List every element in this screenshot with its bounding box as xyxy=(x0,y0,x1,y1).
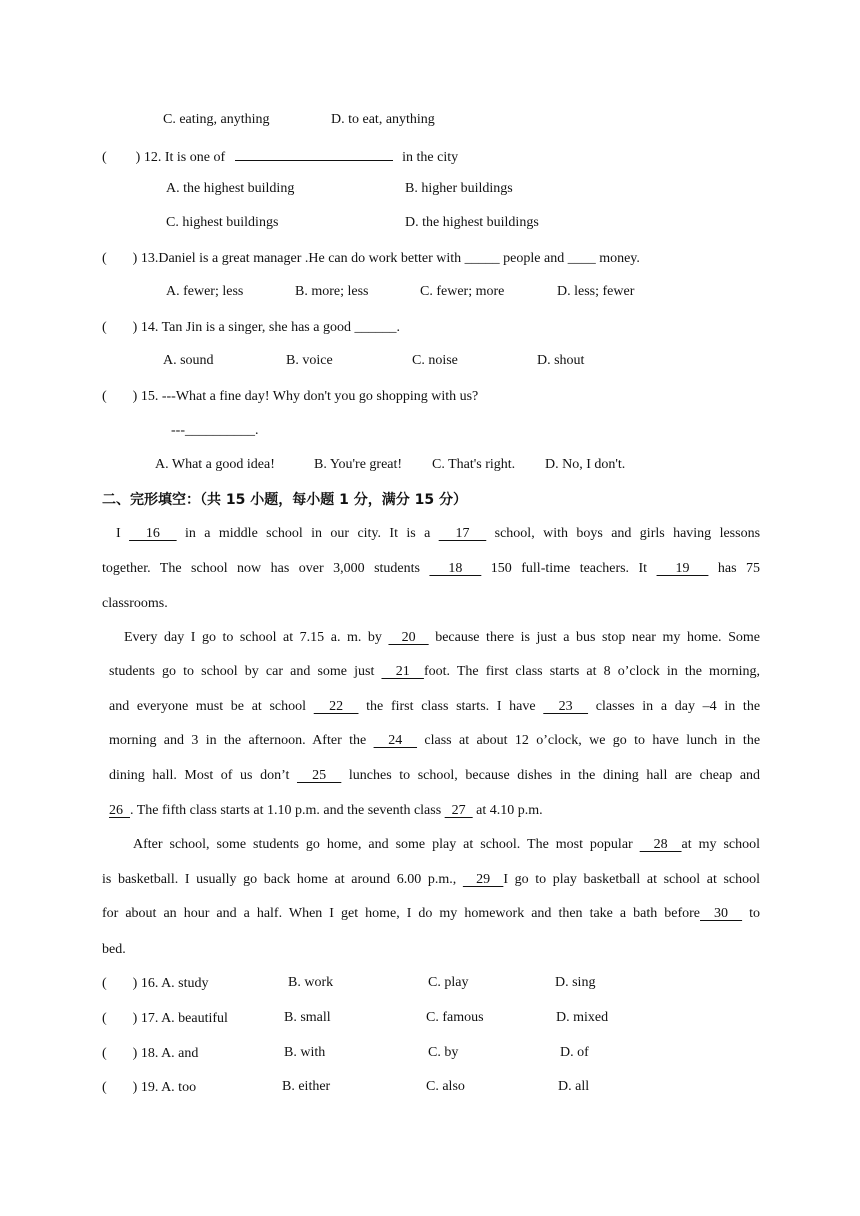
q15-answer-line: ---__________. xyxy=(171,423,259,438)
blank-16: 16 xyxy=(129,526,177,541)
q12-option-a: A. the highest building xyxy=(166,181,295,196)
q15-option-d: D. No, I don't. xyxy=(545,457,626,472)
q17-stem: ( ) 17. A. beautiful xyxy=(102,1011,228,1026)
q13-text: 13.Daniel is a great manager .He can do work better with _____ people and ____ money. xyxy=(140,251,640,266)
passage-p1-line2: together. The school now has over 3,000 students 18 150 full-time teachers. It 19 has 75 xyxy=(102,561,761,576)
q17-option-a: 17. A. beautiful xyxy=(140,1011,228,1026)
q14-text: 14. Tan Jin is a singer, she has a good ______. xyxy=(140,320,400,335)
blank-28: 28 xyxy=(639,837,682,852)
q17-option-b: B. small xyxy=(284,1010,331,1025)
q14-option-d: D. shout xyxy=(537,353,585,368)
q13-paren-open: ( xyxy=(102,251,107,266)
blank-22: 22 xyxy=(313,699,359,714)
q13-paren-close: ) xyxy=(132,251,138,266)
q14-stem xyxy=(102,319,400,337)
q14-option-a: A. sound xyxy=(163,353,214,368)
q15-stem xyxy=(102,388,478,406)
q16-option-d: D. sing xyxy=(555,975,596,990)
blank-23: 23 xyxy=(543,699,589,714)
passage-p2-line6: 26 . The fifth class starts at 1.10 p.m. and the seventh class 27 at 4.10 p.m. xyxy=(109,803,543,818)
q15-text: 15. ---What a fine day! Why don't you go shopping with us? xyxy=(140,389,479,404)
q13-option-a: A. fewer; less xyxy=(166,284,244,299)
q12-stem xyxy=(102,146,458,167)
q12-option-d: D. the highest buildings xyxy=(405,215,539,230)
passage-p3-line2: is basketball. I usually go back home at around 6.00 p.m., 29 I go to play basketball at school at school xyxy=(102,872,761,887)
blank-25: 25 xyxy=(296,768,342,783)
passage-p3-line3: for about an hour and a half. When I get home, I do my homework and then take a bath before 30 to xyxy=(102,906,761,921)
passage-p2-line5: dining hall. Most of us don’t 25 lunches to school, because dishes in the dining hall are cheap and xyxy=(109,768,761,783)
passage-p3-line1: After school, some students go home, and some play at school. The most popular 28 at my school xyxy=(133,837,761,852)
q12-stem-a: 12. It is one of xyxy=(143,150,226,165)
q12-option-c: C. highest buildings xyxy=(166,215,279,230)
q14-paren-open: ( xyxy=(102,320,107,335)
q16-option-a: 16. A. study xyxy=(140,976,209,991)
q17-option-c: C. famous xyxy=(426,1010,484,1025)
blank-29: 29 xyxy=(462,872,504,887)
q17-option-d: D. mixed xyxy=(556,1010,609,1025)
q14-option-c: C. noise xyxy=(412,353,458,368)
q15-paren-open: ( xyxy=(102,389,107,404)
q19-option-d: D. all xyxy=(558,1079,590,1094)
q14-paren-close: ) xyxy=(132,320,138,335)
q12-paren-close: ) xyxy=(135,150,141,165)
blank-20: 20 xyxy=(388,630,429,645)
q11-option-c: C. eating, anything xyxy=(163,112,270,127)
q13-option-b: B. more; less xyxy=(295,284,369,299)
passage-p2-line2: students go to school by car and some just 21 foot. The first class starts at 8 o’clock in the morning, xyxy=(109,664,760,679)
q15-option-a: A. What a good idea! xyxy=(155,457,275,472)
blank-26: 26 xyxy=(109,803,130,818)
q18-stem: ( ) 18. A. and xyxy=(102,1046,199,1061)
q18-option-a: 18. A. and xyxy=(140,1046,199,1061)
blank-17: 17 xyxy=(438,526,487,541)
section2-heading: 二、完形填空：（共 15 小题，每小题 1 分，满分 15 分） xyxy=(102,492,467,508)
q15-paren-close: ) xyxy=(132,389,138,404)
q15-option-c: C. That's right. xyxy=(432,457,516,472)
passage-p1-line1: I 16 in a middle school in our city. It is a 17 school, with boys and girls having lessons xyxy=(116,526,761,541)
q12-blank xyxy=(235,146,393,161)
q18-option-b: B. with xyxy=(284,1045,326,1060)
blank-27: 27 xyxy=(444,803,473,818)
q16-stem: ( ) 16. A. study xyxy=(102,976,209,991)
q19-option-b: B. either xyxy=(282,1079,331,1094)
blank-21: 21 xyxy=(381,664,424,679)
q13-option-d: D. less; fewer xyxy=(557,284,635,299)
blank-30: 30 xyxy=(700,906,743,921)
q15-option-b: B. You're great! xyxy=(314,457,403,472)
q18-option-d: D. of xyxy=(560,1045,589,1060)
q11-option-d: D. to eat, anything xyxy=(331,112,435,127)
blank-24: 24 xyxy=(373,733,418,748)
q19-option-a: 19. A. too xyxy=(140,1080,197,1095)
passage-p3-line4: bed. xyxy=(102,942,126,957)
q14-option-b: B. voice xyxy=(286,353,333,368)
q16-option-b: B. work xyxy=(288,975,334,990)
q12-option-b: B. higher buildings xyxy=(405,181,513,196)
passage-p2-line3: and everyone must be at school 22 the first class starts. I have 23 classes in a day –4 in the xyxy=(109,699,761,714)
q13-stem xyxy=(102,250,640,268)
passage-p1-line3: classrooms. xyxy=(102,596,168,611)
blank-18: 18 xyxy=(429,561,482,576)
q12-paren-open: ( xyxy=(102,150,107,165)
q12-stem-b: in the city xyxy=(402,150,459,165)
passage-p2-line1: Every day I go to school at 7.15 a. m. by 20 because there is just a bus stop near my home. Some xyxy=(124,630,760,645)
q16-option-c: C. play xyxy=(428,975,469,990)
q19-stem: ( ) 19. A. too xyxy=(102,1080,197,1095)
passage-p2-line4: morning and 3 in the afternoon. After the 24 class at about 12 o’clock, we go to have lunch in the xyxy=(109,733,761,748)
blank-19: 19 xyxy=(656,561,709,576)
q19-option-c: C. also xyxy=(426,1079,465,1094)
q13-option-c: C. fewer; more xyxy=(420,284,505,299)
q18-option-c: C. by xyxy=(428,1045,459,1060)
